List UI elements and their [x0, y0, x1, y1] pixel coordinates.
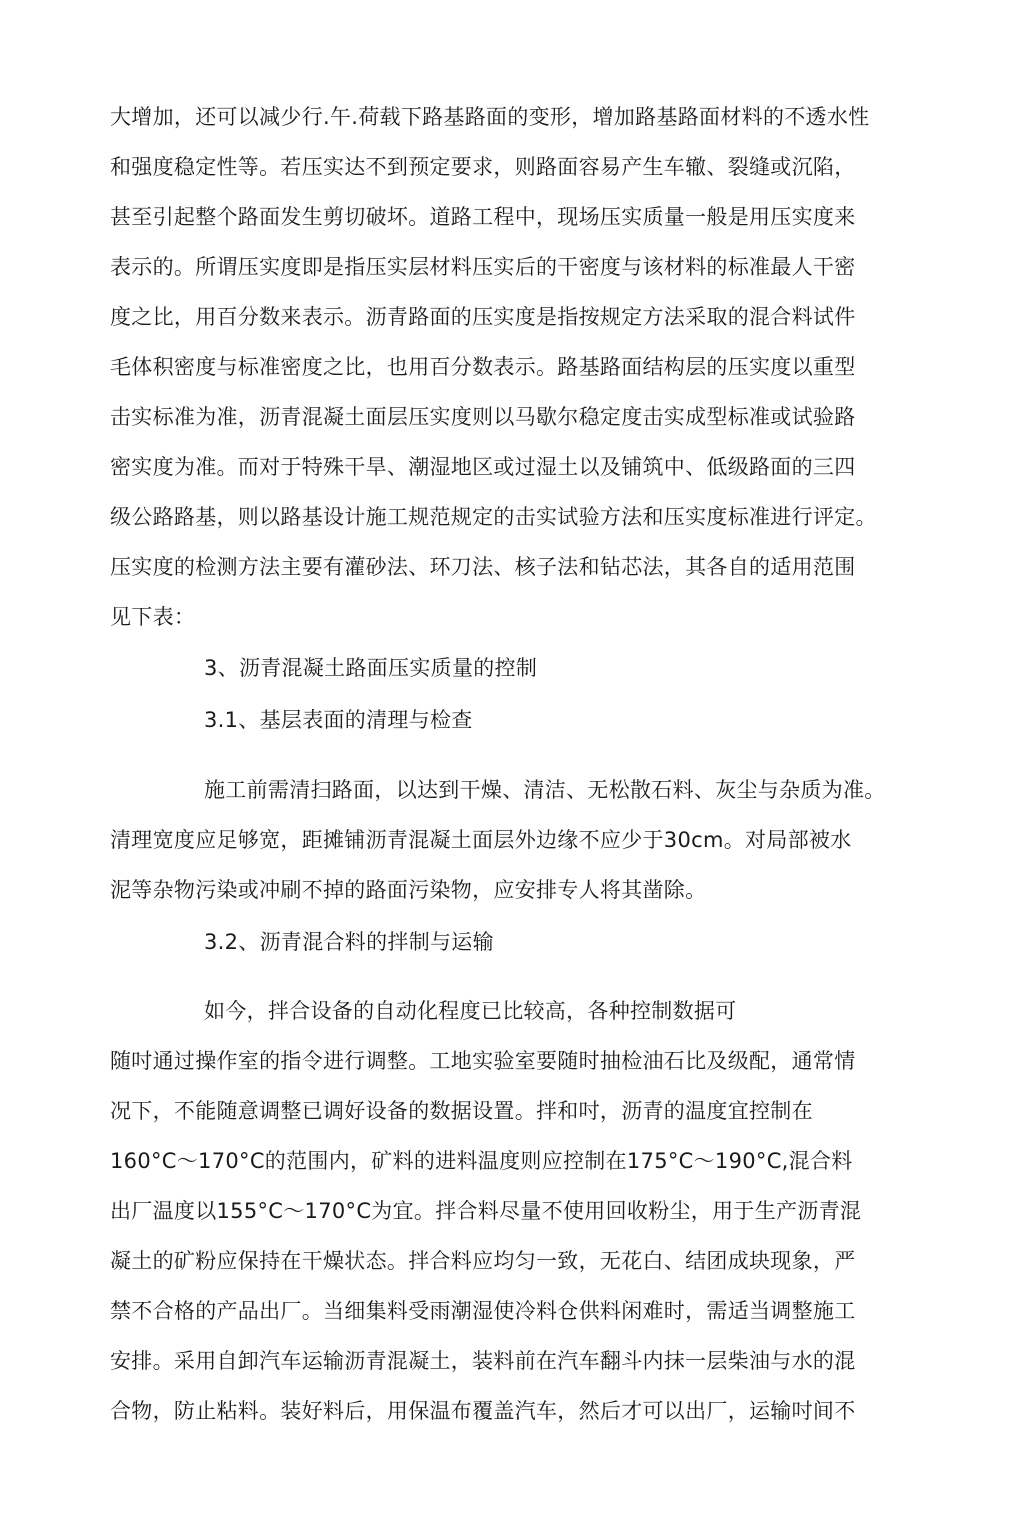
paragraph-line: 凝土的矿粉应保持在干燥状态。拌合料应均匀一致，无花白、结团成块现象，严 — [110, 1249, 856, 1273]
paragraph-line: 表示的。所谓压实度即是指压实层材料压实后的干密度与该材料的标准最人干密 — [110, 255, 856, 279]
subsection-heading: 3.1、基层表面的清理与检查 — [204, 708, 473, 732]
paragraph-line: 施工前需清扫路面，以达到干燥、清洁、无松散石料、灰尘与杂质为准。 — [204, 778, 886, 802]
paragraph-line: 泥等杂物污染或冲刷不掉的路面污染物，应安排专人将其凿除。 — [110, 878, 707, 902]
paragraph-line: 毛体积密度与标准密度之比，也用百分数表示。路基路面结构层的压实度以重型 — [110, 355, 856, 379]
paragraph-line: 压实度的检测方法主要有灌砂法、环刀法、核子法和钻芯法，其各自的适用范围 — [110, 555, 856, 579]
paragraph-line: 安排。采用自卸汽车运输沥青混凝土，装料前在汽车翻斗内抹一层柴油与水的混 — [110, 1349, 856, 1373]
paragraph-line: 随吋通过操作室的指令进行调整。工地实验室要随时抽检油石比及级配，通常情 — [110, 1049, 856, 1073]
paragraph-line: 和强度稳定性等。若压实达不到预定要求，则路面容易产生车辙、裂缝或沉陷， — [110, 155, 856, 179]
paragraph-line: 见下表： — [110, 605, 196, 629]
paragraph-line: 清理宽度应足够宽，距摊铺沥青混凝土面层外边缘不应少于30cm。对局部被水 — [110, 828, 852, 852]
paragraph-line: 击实标准为准，沥青混凝土面层压实度则以马歇尔稳定度击实成型标准或试验路 — [110, 405, 856, 429]
paragraph-line: 密实度为准。而对于特殊干旱、潮湿地区或过湿土以及铺筑中、低级路面的三四 — [110, 455, 856, 479]
paragraph-line: 大增加，还可以减少行.午.荷载下路基路面的变形，增加路基路面材料的不透水性 — [110, 105, 870, 129]
paragraph-line: 禁不合格的产品出厂。当细集料受雨潮湿使冷料仓供料闲难时，需适当调整施工 — [110, 1299, 856, 1323]
paragraph-line: 甚至引起整个路面发生剪切破坏。道路工程中，现场压实质量一般是用压实度来 — [110, 205, 856, 229]
subsection-heading: 3.2、沥青混合料的拌制与运输 — [204, 930, 494, 954]
section-heading: 3、沥青混凝土路面压实质量的控制 — [204, 656, 538, 680]
paragraph-line: 度之比，用百分数来表示。沥青路面的压实度是指按规定方法采取的混合料试件 — [110, 305, 856, 329]
paragraph-line: 160°C～170°C的范围内，矿料的进料温度则应控制在175°C～190°C,混合料 — [110, 1149, 853, 1173]
paragraph-line: 出厂温度以155°C～170°C为宜。拌合料尽量不使用回收粉尘，用于生产沥青混 — [110, 1199, 862, 1223]
paragraph-line: 如今，拌合设备的自动化程度已比较高，各种控制数据可 — [204, 999, 737, 1023]
paragraph-line: 合物，防止粘料。装好料后，用保温布覆盖汽车，然后才可以出厂，运输吋间不 — [110, 1399, 856, 1423]
paragraph-line: 级公路路基，则以路基设计施工规范规定的击实试验方法和压实度标准进行评定。 — [110, 505, 877, 529]
paragraph-line: 况下，不能随意调整已调好设备的数据设置。拌和吋，沥青的温度宜控制在 — [110, 1099, 813, 1123]
